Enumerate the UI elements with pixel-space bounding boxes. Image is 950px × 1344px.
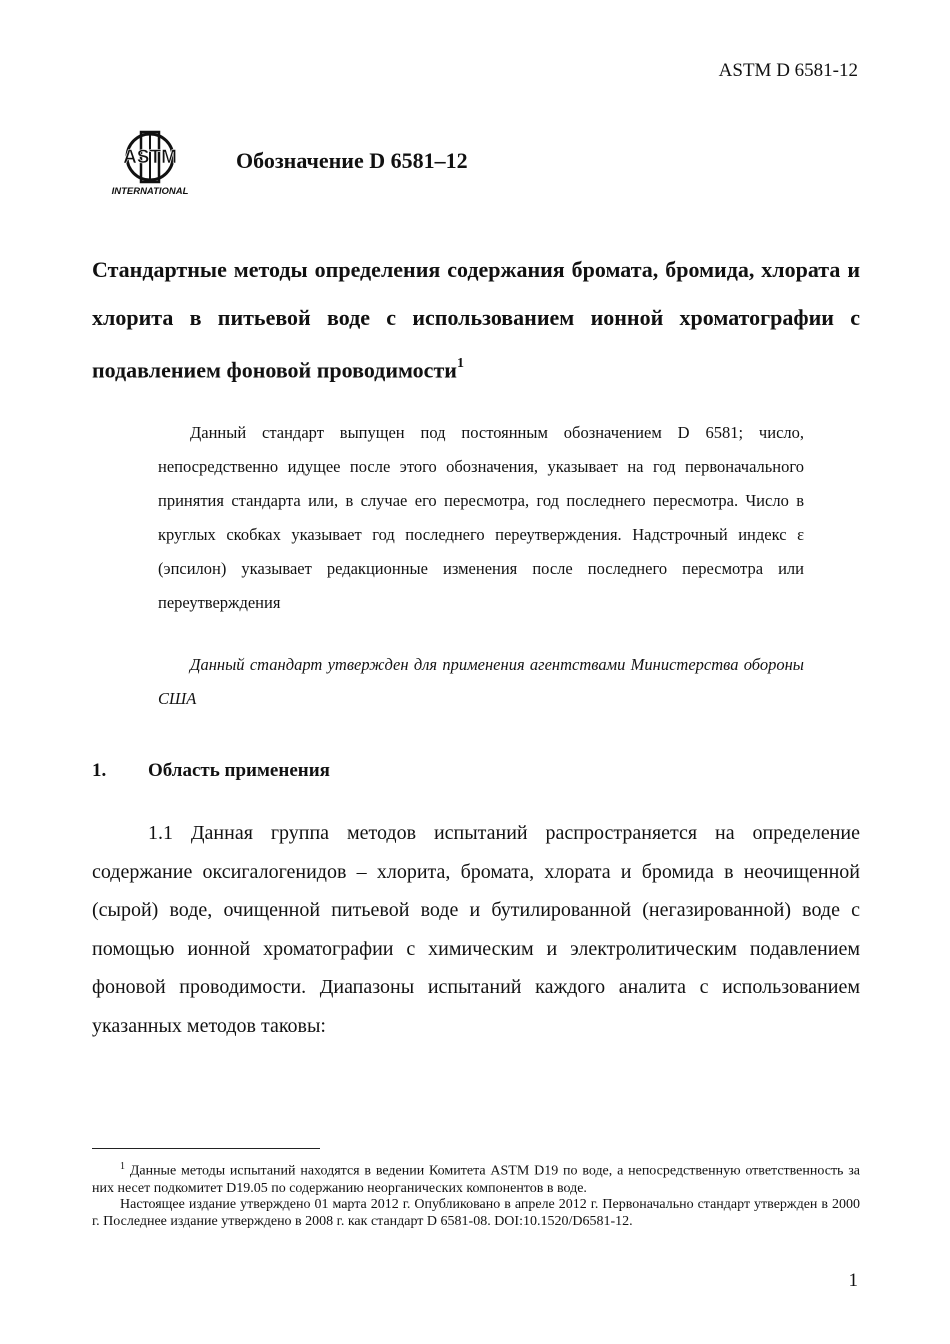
footnote-1-text: Данные методы испытаний находятся в ведении Комитета ASTM D19 по воде, а непосредственную ответственность за них несет подкомитет D19.05 по содержанию неорганических компонентов в воде. bbox=[92, 1163, 860, 1196]
document-title-text: Стандартные методы определения содержания бромата, бромида, хлората и хлорита в питьевой воде с использованием ионной хроматографии с подавлением фоновой проводимости bbox=[92, 257, 860, 383]
footnote-divider bbox=[92, 1148, 320, 1149]
astm-logo bbox=[110, 128, 198, 198]
approval-note: Данный стандарт утвержден для применения агентствами Министерства обороны США bbox=[158, 655, 804, 708]
page-number: 1 bbox=[848, 1270, 858, 1291]
section-number: 1. bbox=[92, 760, 107, 781]
logo-mark-text: ASTM bbox=[123, 147, 177, 168]
standard-notice: Данный стандарт выпущен под постоянным обозначением D 6581; число, непосредственно идущее после этого обозначения, указывает на год первоначального принятия стандарта или, в случае его пересмотра, год последнего пересмотра. Число в круглых скобках указывает год последнего переутверждения. Надстрочный индекс ε (эпсилон) указывает редакционные изменения после последнего пересмотра или переутверждения bbox=[158, 423, 804, 612]
astm-logo-mark bbox=[110, 128, 198, 198]
footnote-1 bbox=[92, 1158, 860, 1197]
logo-caption: INTERNATIONAL bbox=[111, 186, 189, 197]
designation-heading: Обозначение D 6581–12 bbox=[236, 148, 468, 173]
footnote-2: Настоящее издание утверждено 01 марта 2012 г. Опубликовано в апреле 2012 г. Первоначально стандарт утвержден в 2000 г. Последнее издание утверждено в 2008 г. как стандарт D 6581-08. DOI:10.1520/D6581-12. bbox=[92, 1197, 860, 1229]
header-designation: ASTM D 6581-12 bbox=[718, 60, 858, 81]
footnote-marker: 1 bbox=[120, 1161, 125, 1172]
scope-paragraph: 1.1 Данная группа методов испытаний распространяется на определение содержание оксигалогенидов – хлорита, бромата, хлората и бромида в неочищенной (сырой) воде, очищенной питьевой воде и бутилированной (негазированной) воде с помощью ионной хроматографии с химическим и электролитическим подавлением фоновой проводимости. Диапазоны испытаний каждого аналита с использованием указанных методов таковы: bbox=[92, 822, 860, 1037]
section-title: Область применения bbox=[148, 760, 330, 781]
document-title bbox=[92, 246, 860, 394]
title-footnote-ref: 1 bbox=[456, 356, 464, 371]
